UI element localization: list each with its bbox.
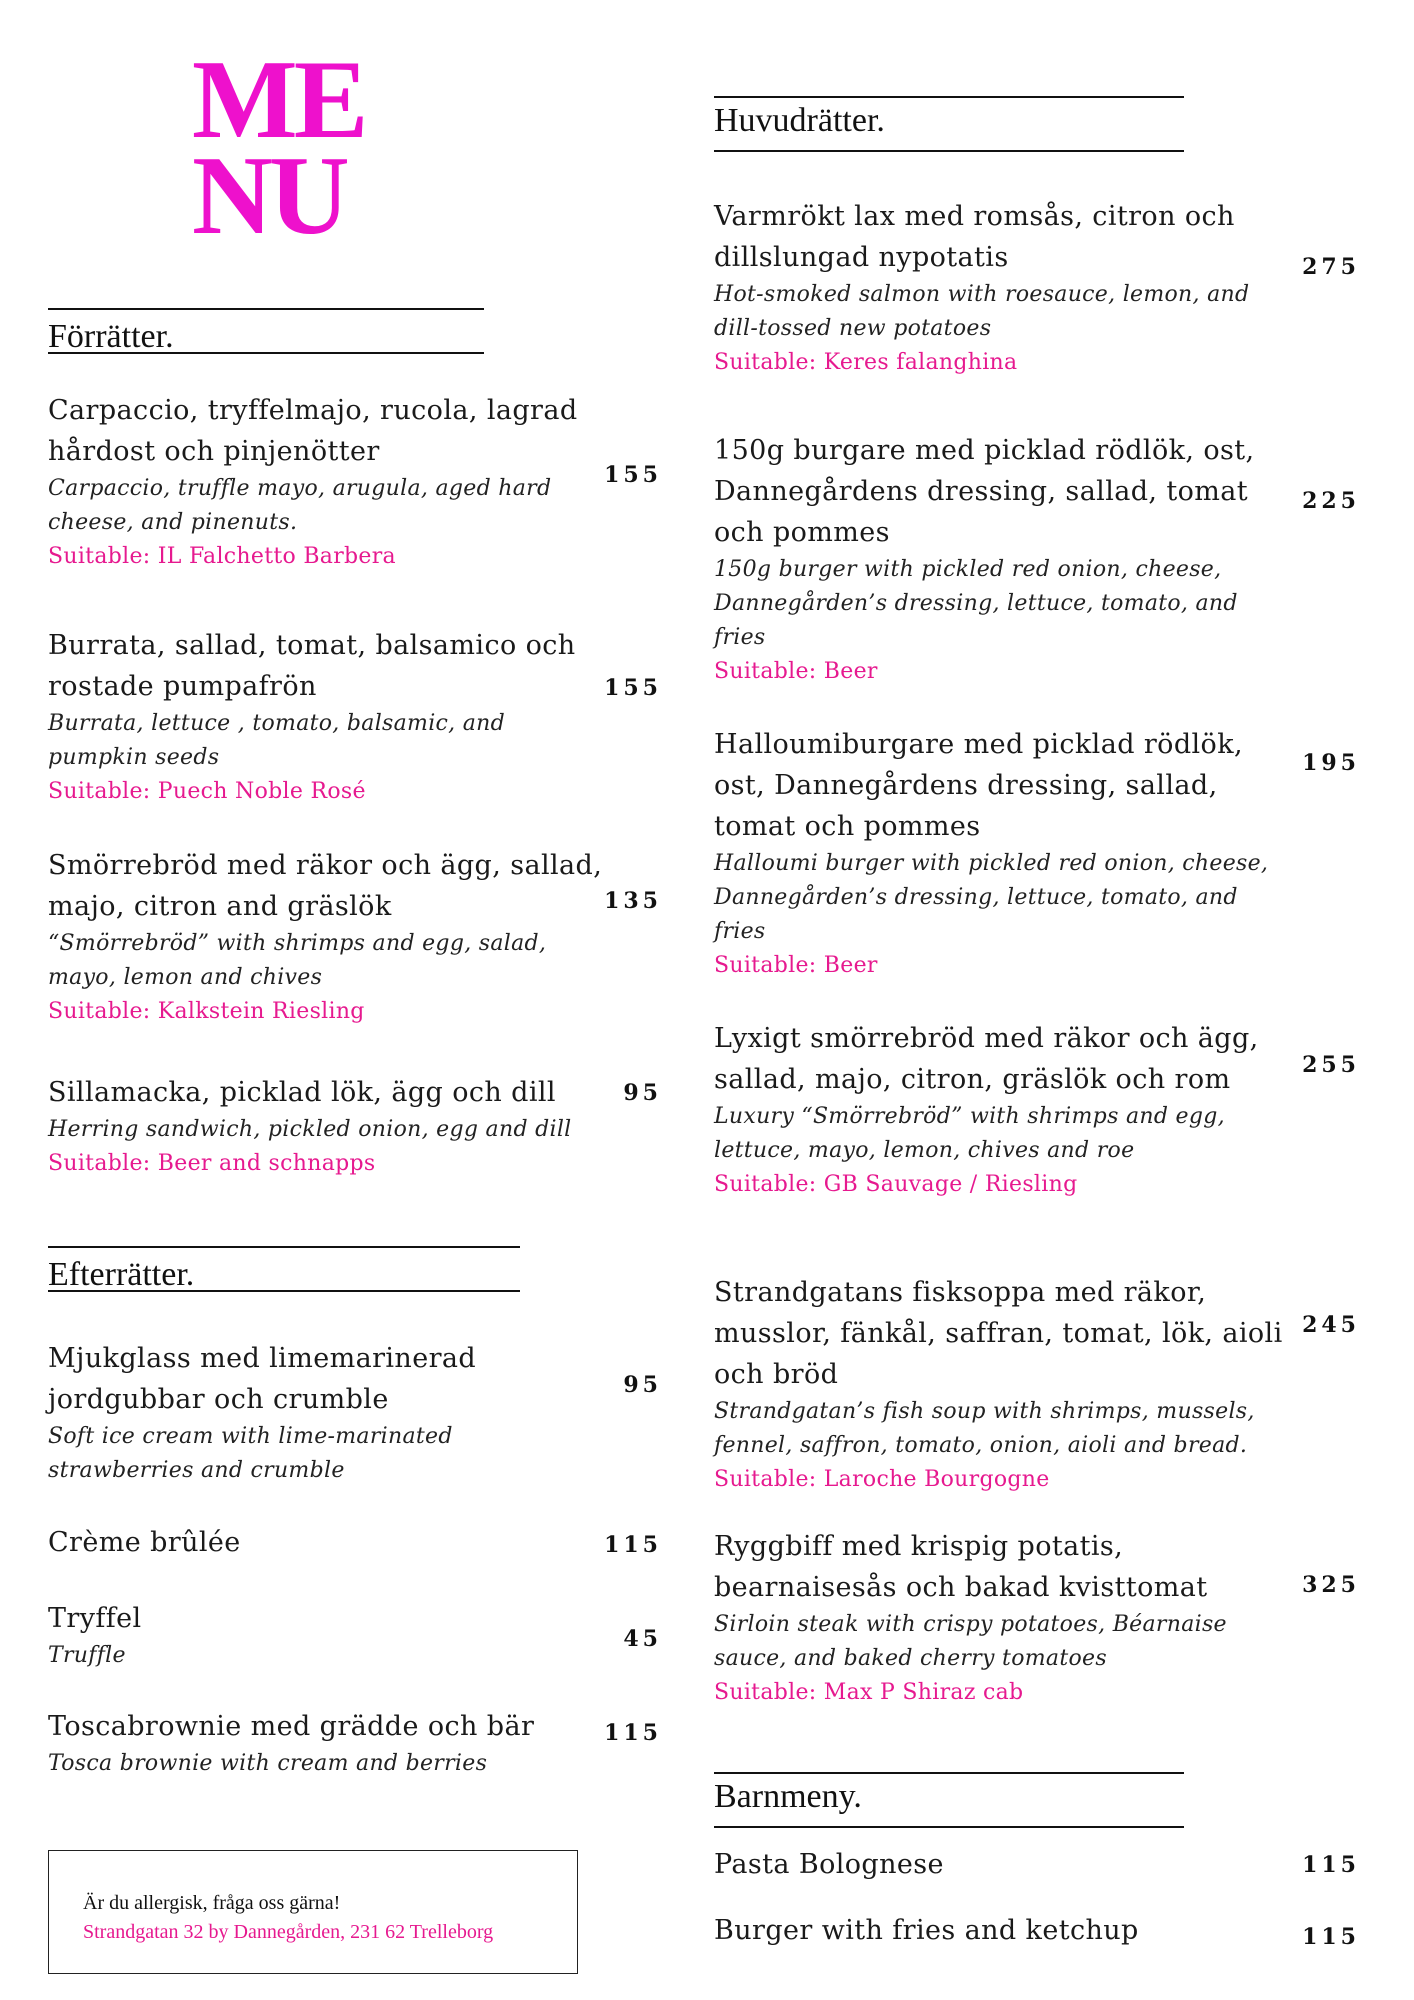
menu-item-pasta-bolognese: [714, 1844, 1274, 1885]
logo-line-2: NU: [192, 134, 346, 258]
item-price: 95: [623, 1372, 662, 1398]
item-name: Varmrökt lax med romsås, citron och dillslungad nypotatis: [714, 201, 1235, 273]
menu-item-kids-burger: [714, 1910, 1274, 1951]
item-description: Tosca brownie with cream and berries: [48, 1751, 488, 1776]
section-heading-barnmeny: Barnmeny.: [714, 1772, 1184, 1828]
item-price: 275: [1302, 254, 1360, 280]
section-heading-efterratter: Efterrätter.: [48, 1246, 520, 1292]
item-suitable: Suitable: Beer: [714, 659, 878, 684]
item-suitable: Suitable: Beer and schnapps: [48, 1151, 376, 1176]
item-price: 115: [1302, 1924, 1360, 1950]
item-name: Ryggbiff med krispig potatis, bearnaisesås och bakad kvisttomat: [714, 1531, 1208, 1603]
item-name: Lyxigt smörrebröd med räkor och ägg, sallad, majo, citron, gräslök och rom: [714, 1023, 1259, 1095]
item-description: Burrata, lettuce , tomato, balsamic, and pumpkin seeds: [48, 711, 506, 770]
item-name: Burger with fries and ketchup: [714, 1915, 1139, 1946]
allergy-info-box: [48, 1850, 578, 1974]
item-name: Strandgatans fisksoppa med räkor, musslor, fänkål, saffran, tomat, lök, aioli och bröd: [714, 1277, 1283, 1390]
menu-item-lyxigt-smorrebrod: [714, 1018, 1314, 1202]
item-suitable: Suitable: Kalkstein Riesling: [48, 999, 365, 1024]
menu-item-creme-brulee: [48, 1522, 518, 1563]
menu-item-mjukglass: [48, 1338, 518, 1488]
allergy-note: Är du allergisk, fråga oss gärna!: [83, 1892, 341, 1914]
item-description: 150g burger with pickled red onion, cheese, Dannegården’s dressing, lettuce, tomato, and fries: [714, 557, 1238, 650]
item-name: Tryffel: [48, 1603, 142, 1634]
item-description: Herring sandwich, pickled onion, egg and dill: [48, 1117, 572, 1142]
item-name: Crème brûlée: [48, 1527, 241, 1558]
menu-item-smorrebrod: [48, 845, 608, 1029]
menu-item-tryffel: [48, 1598, 518, 1673]
item-price: 115: [604, 1532, 662, 1558]
item-name: Carpaccio, tryffelmajo, rucola, lagrad hårdost och pinjenötter: [48, 395, 578, 467]
item-price: 95: [623, 1080, 662, 1106]
item-description: Carpaccio, truffle mayo, arugula, aged hard cheese, and pinenuts.: [48, 476, 552, 535]
item-name: Burrata, sallad, tomat, balsamico och rostade pumpafrön: [48, 630, 576, 702]
item-name: Pasta Bolognese: [714, 1849, 944, 1880]
section-heading-huvudratter: Huvudrätter.: [714, 96, 1184, 152]
item-name: Toscabrownie med grädde och bär: [48, 1711, 535, 1742]
item-suitable: Suitable: Max P Shiraz cab: [714, 1680, 1024, 1705]
item-description: Soft ice cream with lime-marinated strawberries and crumble: [48, 1424, 453, 1483]
item-price: 245: [1302, 1312, 1360, 1338]
menu-item-sillamacka: [48, 1072, 608, 1181]
item-price: 255: [1302, 1052, 1360, 1078]
item-description: “Smörrebröd” with shrimps and egg, salad, mayo, lemon and chives: [48, 931, 547, 990]
item-description: Luxury “Smörrebröd” with shrimps and egg, lettuce, mayo, lemon, chives and roe: [714, 1104, 1225, 1163]
item-name: 150g burgare med picklad rödlök, ost, Dannegårdens dressing, sallad, tomat och pommes: [714, 435, 1255, 548]
item-price: 225: [1302, 488, 1360, 514]
address-text: Strandgatan 32 by Dannegården, 231 62 Trelleborg: [83, 1921, 494, 1943]
item-description: Hot-smoked salmon with roesauce, lemon, and dill-tossed new potatoes: [714, 282, 1250, 341]
menu-item-fisksoppa: [714, 1272, 1314, 1497]
menu-item-ryggbiff: [714, 1526, 1294, 1710]
item-suitable: Suitable: Puech Noble Rosé: [48, 779, 366, 804]
logo-line-1: ME: [192, 38, 365, 162]
item-price: 155: [604, 675, 662, 701]
menu-item-varmrokt-lax: [714, 196, 1284, 380]
item-name: Halloumiburgare med picklad rödlök, ost, Dannegårdens dressing, sallad, tomat och pommes: [714, 729, 1243, 842]
item-suitable: Suitable: IL Falchetto Barbera: [48, 544, 396, 569]
item-suitable: Suitable: Laroche Bourgogne: [714, 1467, 1050, 1492]
menu-item-toscabrownie: [48, 1706, 608, 1781]
item-suitable: Suitable: GB Sauvage / Riesling: [714, 1172, 1078, 1197]
section-heading-forratter: Förrätter.: [48, 308, 484, 354]
item-price: 115: [604, 1720, 662, 1746]
menu-item-burgare: [714, 430, 1294, 689]
item-description: Truffle: [48, 1643, 126, 1668]
menu-logo: [192, 38, 392, 258]
item-name: Sillamacka, picklad lök, ägg och dill: [48, 1077, 556, 1108]
item-suitable: Suitable: Keres falanghina: [714, 350, 1018, 375]
item-price: 195: [1302, 750, 1360, 776]
item-description: Halloumi burger with pickled red onion, cheese, Dannegården’s dressing, lettuce, tomato, and fries: [714, 851, 1269, 944]
item-price: 115: [1302, 1852, 1360, 1878]
item-name: Mjukglass med limemarinerad jordgubbar och crumble: [48, 1343, 477, 1415]
item-suitable: Suitable: Beer: [714, 953, 878, 978]
item-description: Strandgatan’s fish soup with shrimps, mussels, fennel, saffron, tomato, onion, aioli and bread.: [714, 1399, 1255, 1458]
menu-item-halloumiburgare: [714, 724, 1294, 983]
item-price: 155: [604, 462, 662, 488]
item-name: Smörrebröd med räkor och ägg, sallad, majo, citron and gräslök: [48, 850, 603, 922]
item-price: 135: [604, 888, 662, 914]
item-description: Sirloin steak with crispy potatoes, Béarnaise sauce, and baked cherry tomatoes: [714, 1612, 1227, 1671]
item-price: 325: [1302, 1572, 1360, 1598]
menu-item-burrata: [48, 625, 588, 809]
menu-item-carpaccio: [48, 390, 588, 574]
item-price: 45: [623, 1626, 662, 1652]
